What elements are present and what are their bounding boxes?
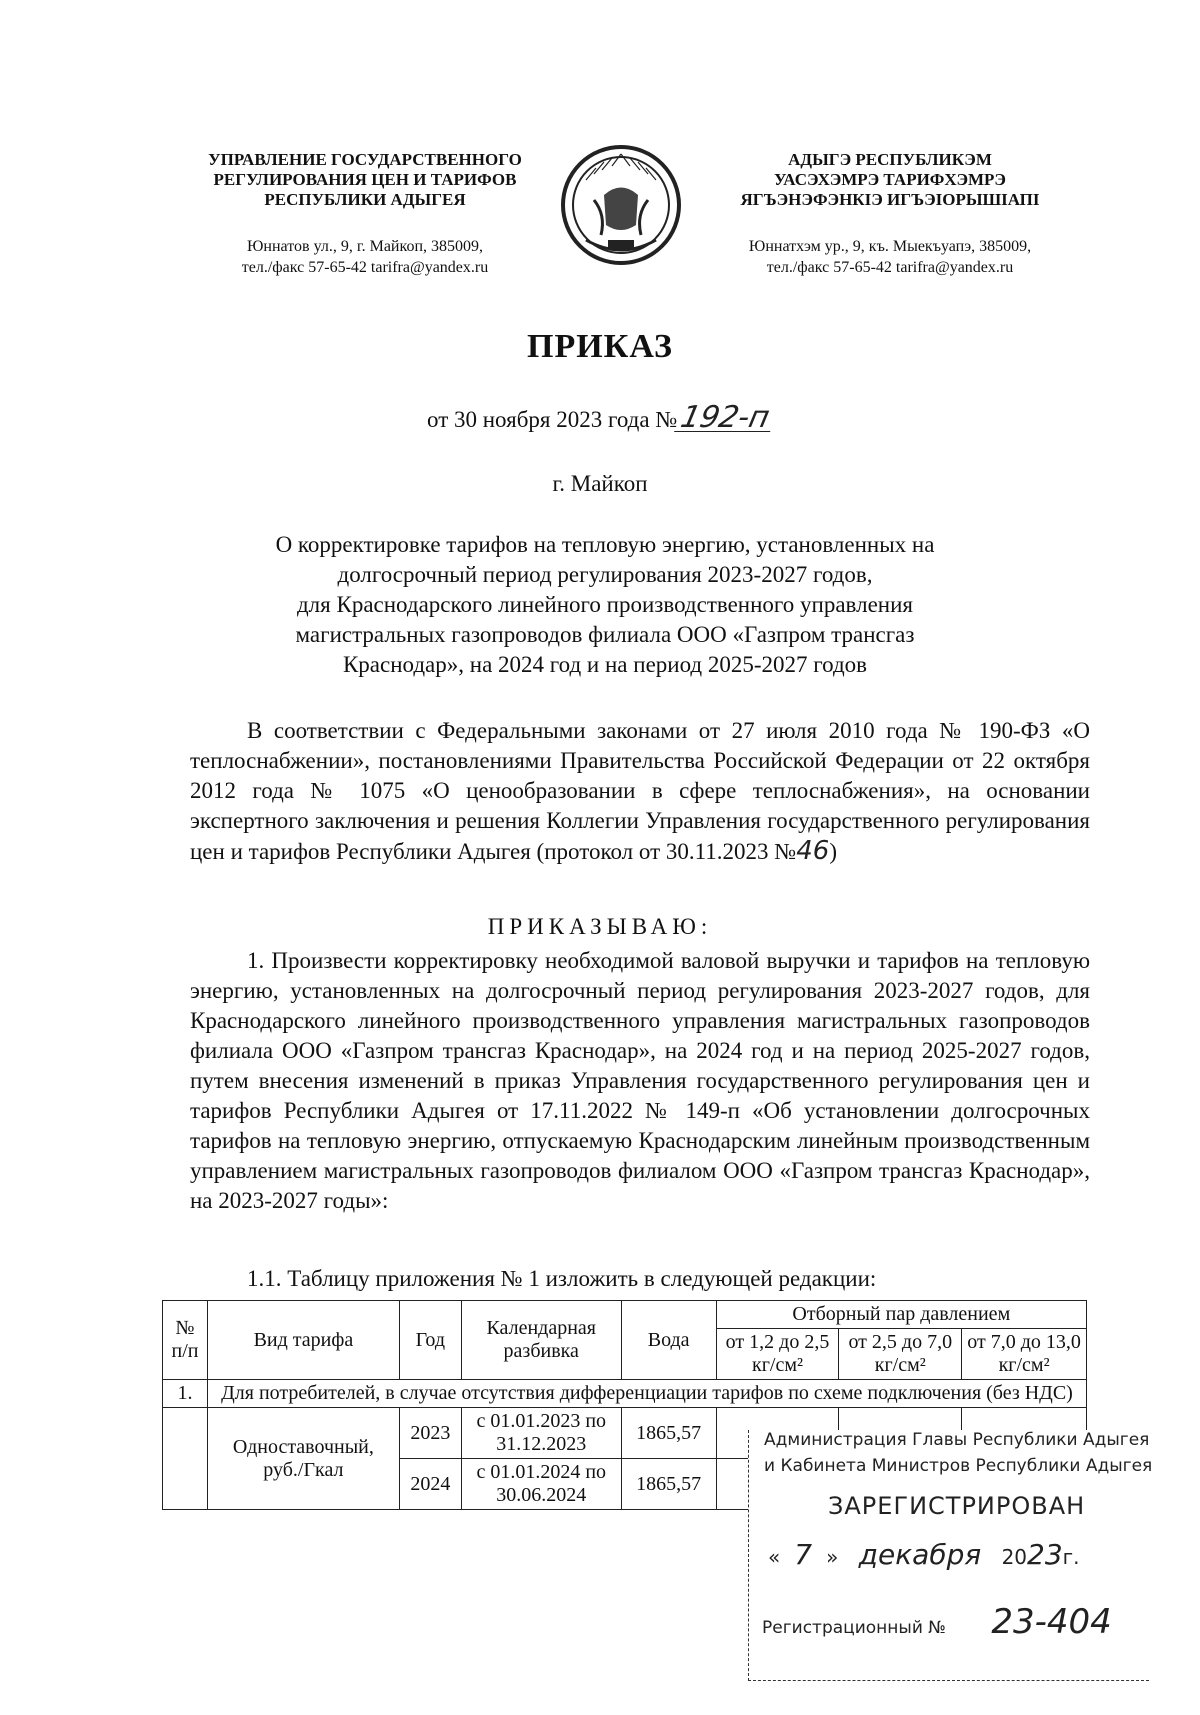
stamp-reg-value: 23-404	[991, 1602, 1112, 1642]
stamp-date-month: декабря	[858, 1538, 982, 1571]
stamp-date: « 7 » декабря 2023г.	[768, 1538, 1080, 1571]
document-subject: О корректировке тарифов на тепловую энергию, установленных на долгосрочный период регулирования 2023-2027 годов, для Краснодарского линейного производственного управления магистральных газопроводов филиала ООО «Газпром трансгаз Краснодар», на 2024 год и на период 2025-2027 годов	[275, 532, 935, 677]
handwritten-order-number: 192-п	[674, 405, 775, 432]
stamp-reg-number	[762, 1602, 1112, 1642]
section-text: Для потребителей, в случае отсутствия дифференциации тарифов по схеме подключения (без НДС)	[207, 1380, 1086, 1408]
header-tariff-type: Вид тарифа	[207, 1301, 399, 1380]
stamp-date-suffix: г.	[1062, 1545, 1080, 1569]
header-steam-group: Отборный пар давлением	[716, 1301, 1086, 1329]
org-address-russian: Юннатов ул., 9, г. Майкоп, 385009, тел./факс 57-65-42 tarifra@yandex.ru	[241, 238, 489, 276]
stamp-line-1: Администрация Главы Республики Адыгея	[764, 1430, 1150, 1450]
header-steam-2: от 2,5 до 7,0 кг/см²	[839, 1329, 962, 1380]
document-city: г. Майкоп	[552, 471, 648, 496]
table-header-row	[163, 1301, 1087, 1329]
preamble-paragraph: В соответствии с Федеральными законами от 27 июля 2010 года № 190-ФЗ «О теплоснабжении», постановлениями Правительства Российской Федерации от 22 октября 2012 года № 1075 «О ценообразовании в сфере теплоснабжения», на основании экспертного заключения и решения Коллегии Управления государственного регулирования цен и тарифов Республики Адыгея (протокол от 30.11.2023 №46)	[190, 718, 1090, 866]
date-text: от 30 ноября 2023 года №	[427, 407, 678, 432]
header-steam-1: от 1,2 до 2,5 кг/см²	[716, 1329, 839, 1380]
header-num: № п/п	[163, 1301, 208, 1380]
row-period: с 01.01.2024 по 30.06.2024	[461, 1459, 621, 1510]
stamp-date-year: 23	[1027, 1538, 1063, 1571]
document-title: ПРИКАЗ	[527, 328, 673, 365]
row-year: 2024	[399, 1459, 461, 1510]
header-steam-3: от 7,0 до 13,0 кг/см²	[962, 1329, 1087, 1380]
order-item-1: 1. Произвести корректировку необходимой валовой выручки и тарифов на тепловую энергию, установленных на долгосрочный период регулирования 2023-2027 годов, для Краснодарского линейного производственного управления магистральных газопроводов филиала ООО «Газпром трансгаз Краснодар», на 2024 год и на период 2025-2027 годов, путем внесения изменений в приказ Управления государственного регулирования цен и тарифов Республики Адыгея от 17.11.2022 № 149-п «Об установлении долгосрочных тарифов на тепловую энергию, отпускаемую Краснодарским линейным производственным управлением магистральных газопроводов филиалом ООО «Газпром трансгаз Краснодар», на 2023-2027 годы»:	[190, 948, 1090, 1213]
tariff-name-cell: Одноставочный, руб./Гкал	[207, 1408, 399, 1510]
stamp-line-2: и Кабинета Министров Республики Адыгея	[764, 1456, 1153, 1476]
registration-stamp	[748, 1430, 1153, 1690]
stamp-date-day: 7	[794, 1538, 813, 1571]
row-num-cell	[163, 1408, 208, 1510]
row-water: 1865,57	[621, 1459, 716, 1510]
org-address-adyghe: Юннатхэм ур., 9, къ. Мыекъуапэ, 385009, тел./факс 57-65-42 tarifra@yandex.ru	[748, 238, 1032, 276]
row-period: с 01.01.2023 по 31.12.2023	[461, 1408, 621, 1459]
handwritten-protocol-number: 46	[796, 836, 830, 866]
row-water: 1865,57	[621, 1408, 716, 1459]
document-date-number	[0, 400, 1200, 435]
section-num: 1.	[163, 1380, 208, 1408]
row-year: 2023	[399, 1408, 461, 1459]
header-year: Год	[399, 1301, 461, 1380]
table-section-row	[163, 1380, 1087, 1408]
order-heading: ПРИКАЗЫВАЮ:	[487, 914, 713, 939]
order-item-1-1: 1.1. Таблицу приложения № 1 изложить в следующей редакции:	[247, 1266, 877, 1291]
stamp-year-prefix: 20	[1001, 1545, 1028, 1569]
org-name-russian: УПРАВЛЕНИЕ ГОСУДАРСТВЕННОГО РЕГУЛИРОВАНИЯ ЦЕН И ТАРИФОВ РЕСПУБЛИКИ АДЫГЕЯ	[208, 150, 522, 209]
coat-of-arms-emblem	[556, 140, 686, 270]
header-calendar: Календарная разбивка	[461, 1301, 621, 1380]
org-name-adyghe: АДЫГЭ РЕСПУБЛИКЭМ УАСЭХЭМРЭ ТАРИФХЭМРЭ ЯГЪЭНЭФЭНКIЭ ИГЪЭIОРЫШIАПI	[740, 150, 1040, 209]
stamp-registered: ЗАРЕГИСТРИРОВАН	[828, 1492, 1086, 1520]
header-water: Вода	[621, 1301, 716, 1380]
stamp-reg-label: Регистрационный №	[762, 1618, 946, 1638]
